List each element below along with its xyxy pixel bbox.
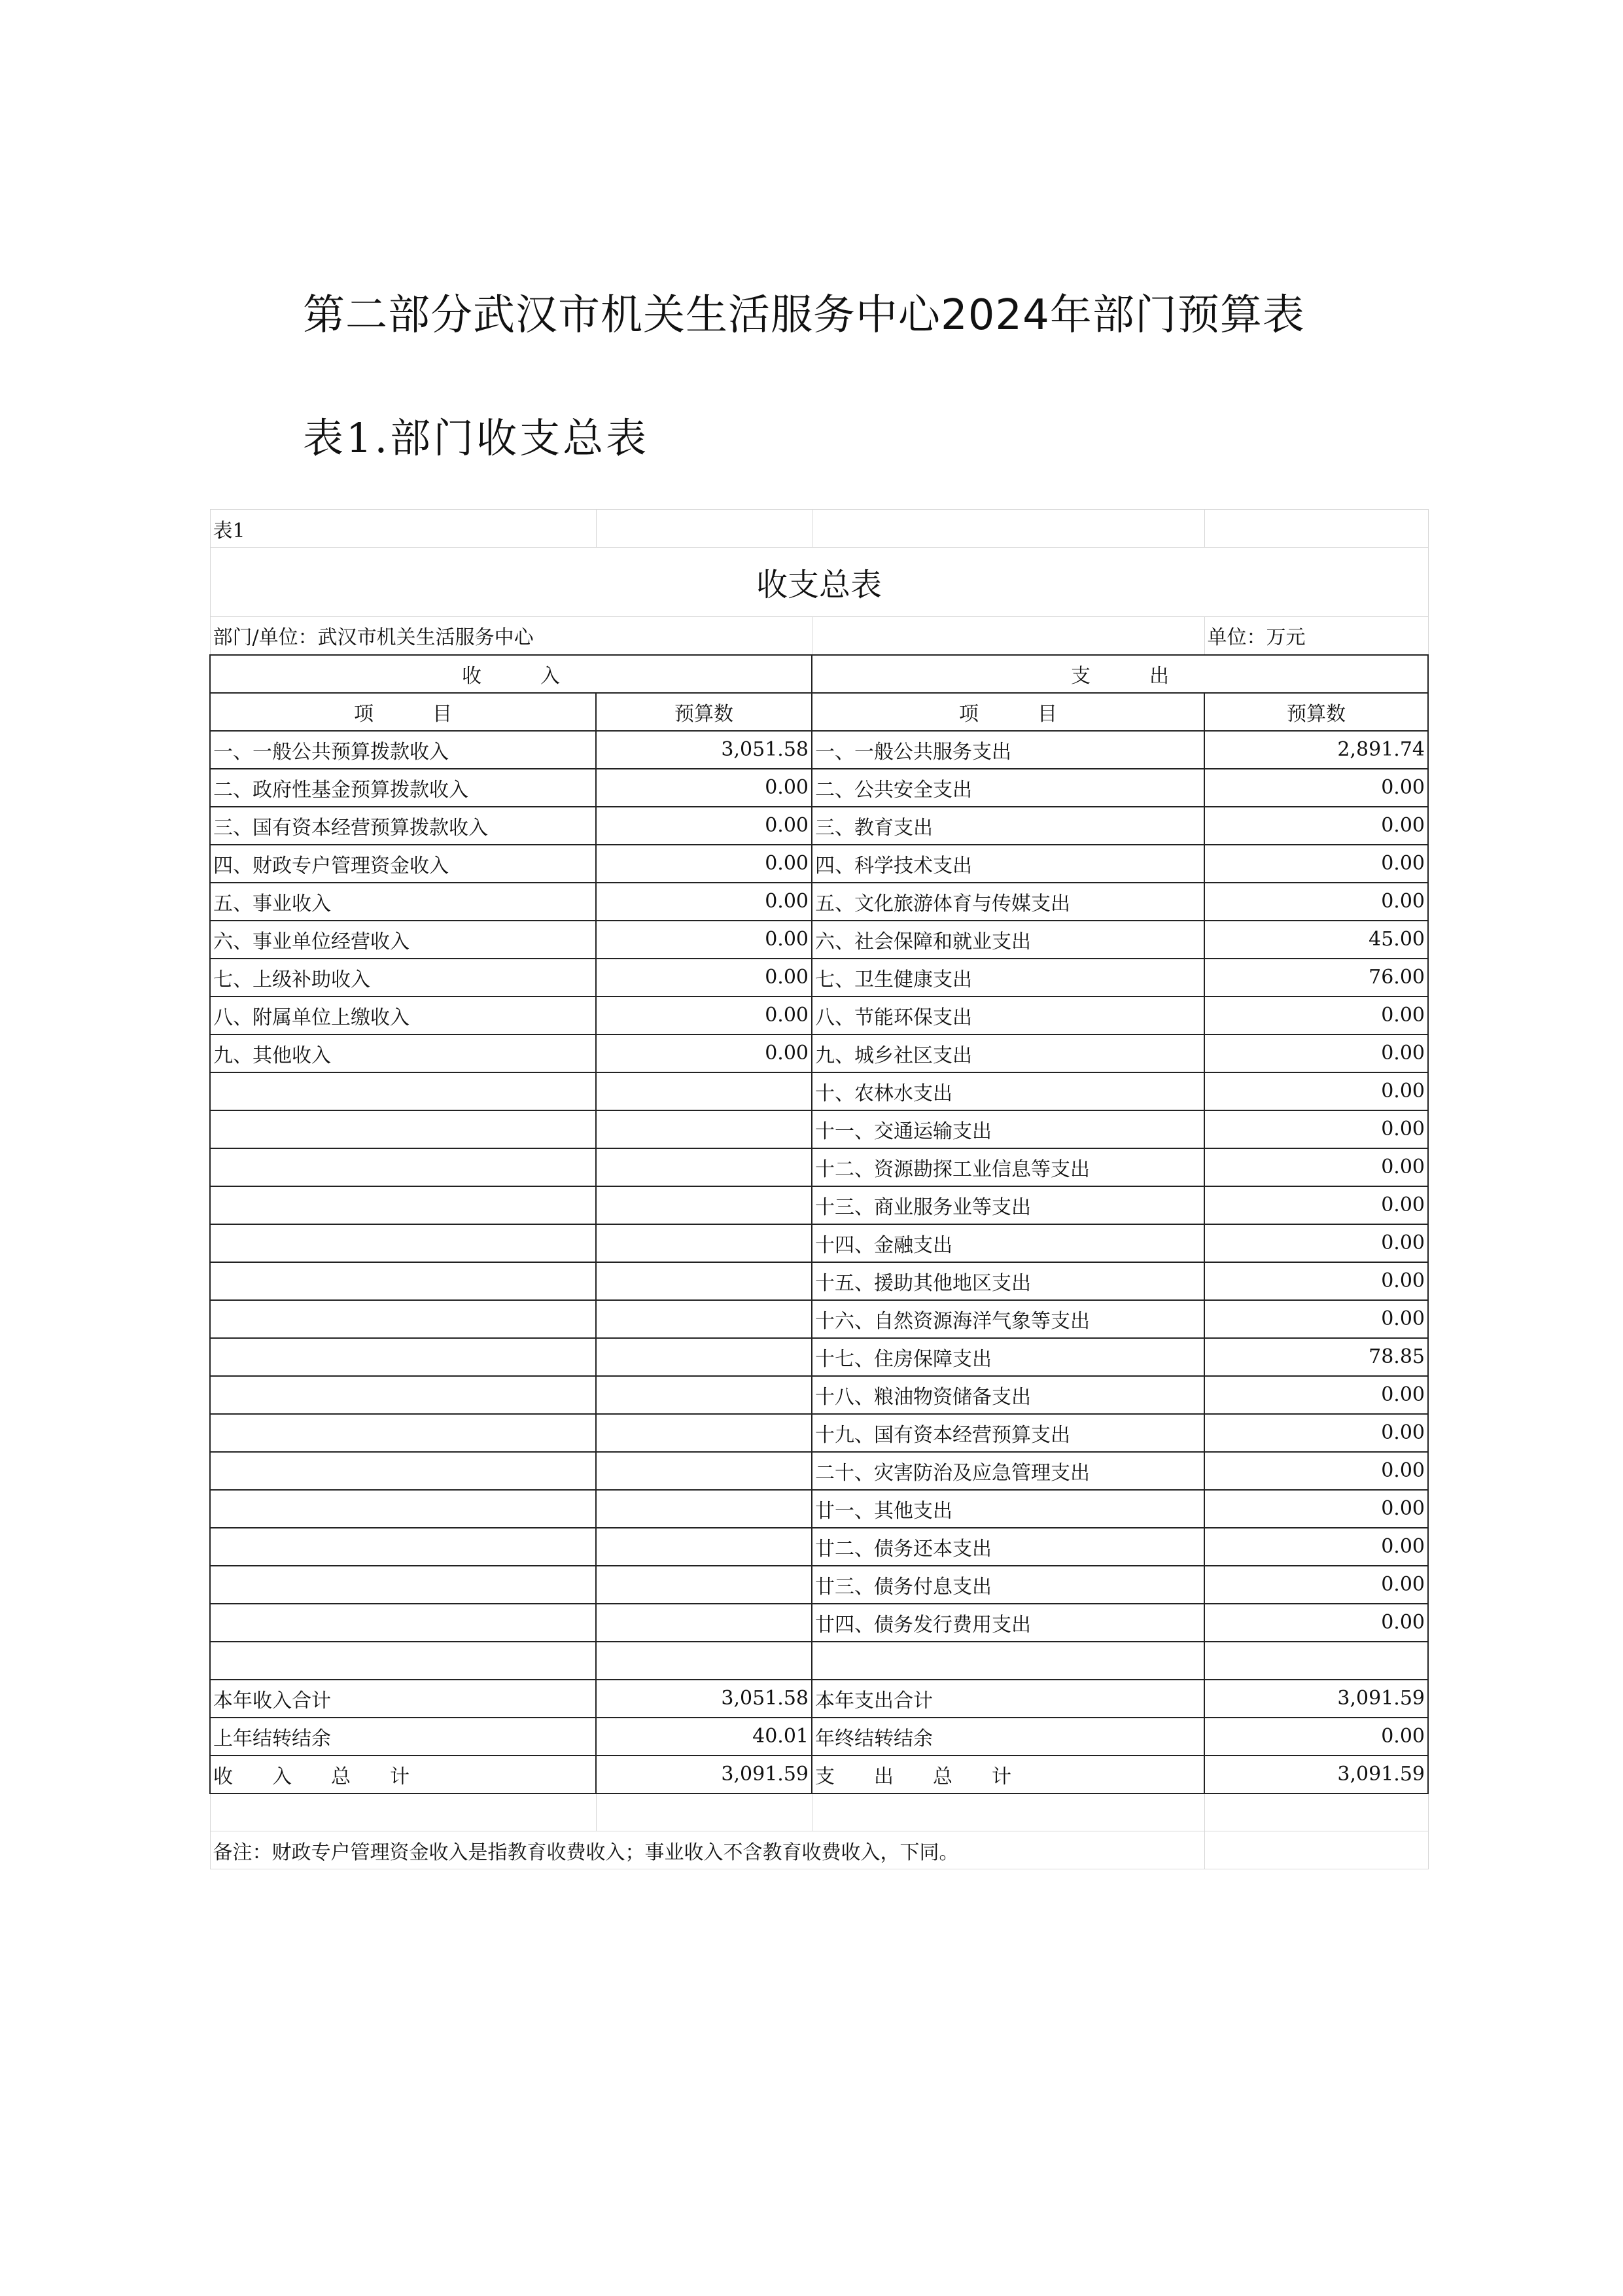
income-item-cell: 一、一般公共预算拨款收入: [210, 731, 596, 769]
expense-item-cell: [812, 1642, 1204, 1680]
table-row: [210, 1072, 1428, 1110]
expense-amount-cell: 0.00: [1204, 883, 1428, 921]
income-item-cell: [210, 1186, 596, 1224]
expense-amount-cell: 0.00: [1204, 1452, 1428, 1490]
table-row: [210, 1604, 1428, 1642]
table-row: [210, 1034, 1428, 1072]
expense-amount-cell: 45.00: [1204, 921, 1428, 959]
table-row: [210, 845, 1428, 883]
expense-amount-cell: 0.00: [1204, 1528, 1428, 1566]
expense-item-cell: 十七、住房保障支出: [812, 1338, 1204, 1376]
income-item-cell: 三、国有资本经营预算拨款收入: [210, 807, 596, 845]
sheet-label: 表1: [210, 510, 596, 548]
expense-item-header: 项 目: [812, 693, 1204, 731]
income-item-cell: [210, 1604, 596, 1642]
income-item-cell: 二、政府性基金预算拨款收入: [210, 769, 596, 807]
income-amount-cell: [596, 1452, 812, 1490]
expense-item-cell: 本年支出合计: [812, 1680, 1204, 1718]
table-row: [210, 1148, 1428, 1186]
table-row: [210, 807, 1428, 845]
expense-amount-cell: 0.00: [1204, 1262, 1428, 1300]
table-row: [210, 1186, 1428, 1224]
expense-item-cell: 年终结转结余: [812, 1718, 1204, 1756]
income-item-cell: 九、其他收入: [210, 1034, 596, 1072]
table-row: [210, 1756, 1428, 1793]
expense-item-cell: 十四、金融支出: [812, 1224, 1204, 1262]
expense-amount-cell: 0.00: [1204, 997, 1428, 1034]
expense-item-cell: 廿一、其他支出: [812, 1490, 1204, 1528]
table-row: [210, 1528, 1428, 1566]
income-amount-cell: [596, 1414, 812, 1452]
expense-item-cell: 九、城乡社区支出: [812, 1034, 1204, 1072]
sheet-title: 收支总表: [210, 548, 1428, 617]
expense-amount-cell: 0.00: [1204, 1110, 1428, 1148]
income-header: 收 入: [210, 655, 812, 693]
table-row: [210, 1718, 1428, 1756]
expense-header: 支 出: [812, 655, 1428, 693]
income-item-cell: [210, 1452, 596, 1490]
table-row: [210, 959, 1428, 997]
income-item-cell: [210, 1148, 596, 1186]
expense-item-cell: 廿三、债务付息支出: [812, 1566, 1204, 1604]
table-row: [210, 1566, 1428, 1604]
income-amount-cell: [596, 1148, 812, 1186]
income-item-cell: [210, 1528, 596, 1566]
expense-item-cell: 十二、资源勘探工业信息等支出: [812, 1148, 1204, 1186]
table-row: [210, 1414, 1428, 1452]
budget-table: [209, 509, 1429, 1869]
income-item-cell: [210, 1300, 596, 1338]
income-amount-cell: 0.00: [596, 997, 812, 1034]
income-item-header: 项 目: [210, 693, 596, 731]
expense-item-cell: 十九、国有资本经营预算支出: [812, 1414, 1204, 1452]
income-item-cell: 六、事业单位经营收入: [210, 921, 596, 959]
expense-item-cell: 五、文化旅游体育与传媒支出: [812, 883, 1204, 921]
unit-label: 单位：万元: [1204, 617, 1428, 655]
income-amount-cell: [596, 1072, 812, 1110]
table-row: [210, 1338, 1428, 1376]
income-amount-cell: [596, 1300, 812, 1338]
income-item-cell: [210, 1566, 596, 1604]
table-heading: 表1.部门收支总表: [303, 414, 650, 462]
income-item-cell: 四、财政专户管理资金收入: [210, 845, 596, 883]
expense-item-cell: 六、社会保障和就业支出: [812, 921, 1204, 959]
income-amount-cell: 0.00: [596, 807, 812, 845]
expense-amount-cell: 0.00: [1204, 1376, 1428, 1414]
income-item-cell: 五、事业收入: [210, 883, 596, 921]
expense-item-cell: 廿二、债务还本支出: [812, 1528, 1204, 1566]
sheet-label-row: [210, 510, 1428, 548]
income-amount-cell: [596, 1528, 812, 1566]
expense-amount-cell: 0.00: [1204, 1718, 1428, 1756]
table-row: [210, 1262, 1428, 1300]
expense-amount-header: 预算数: [1204, 693, 1428, 731]
income-item-cell: [210, 1110, 596, 1148]
expense-amount-cell: 2,891.74: [1204, 731, 1428, 769]
expense-amount-cell: 3,091.59: [1204, 1756, 1428, 1793]
income-amount-cell: 0.00: [596, 921, 812, 959]
income-amount-cell: [596, 1262, 812, 1300]
income-amount-cell: 3,091.59: [596, 1756, 812, 1793]
sheet-title-row: [210, 548, 1428, 617]
income-amount-cell: 40.01: [596, 1718, 812, 1756]
income-amount-cell: 0.00: [596, 883, 812, 921]
table-row: [210, 1490, 1428, 1528]
income-amount-cell: [596, 1604, 812, 1642]
income-item-cell: 七、上级补助收入: [210, 959, 596, 997]
expense-amount-cell: 0.00: [1204, 1300, 1428, 1338]
income-amount-cell: [596, 1376, 812, 1414]
table-row: [210, 1300, 1428, 1338]
expense-amount-cell: 78.85: [1204, 1338, 1428, 1376]
footnote: 备注：财政专户管理资金收入是指教育收费收入；事业收入不含教育收费收入，下同。: [210, 1831, 1204, 1869]
expense-item-cell: 四、科学技术支出: [812, 845, 1204, 883]
expense-item-cell: 十三、商业服务业等支出: [812, 1186, 1204, 1224]
expense-amount-cell: 0.00: [1204, 1034, 1428, 1072]
note-row: [210, 1831, 1428, 1869]
income-amount-cell: 0.00: [596, 1034, 812, 1072]
table-row: [210, 1680, 1428, 1718]
income-item-cell: [210, 1414, 596, 1452]
expense-item-cell: 廿四、债务发行费用支出: [812, 1604, 1204, 1642]
income-amount-cell: [596, 1186, 812, 1224]
income-amount-header: 预算数: [596, 693, 812, 731]
expense-amount-cell: 0.00: [1204, 1148, 1428, 1186]
expense-amount-cell: 0.00: [1204, 1604, 1428, 1642]
income-item-cell: 上年结转结余: [210, 1718, 596, 1756]
income-amount-cell: 3,051.58: [596, 1680, 812, 1718]
expense-amount-cell: 0.00: [1204, 845, 1428, 883]
expense-amount-cell: 0.00: [1204, 1490, 1428, 1528]
income-item-cell: [210, 1224, 596, 1262]
table-row: [210, 731, 1428, 769]
table-row: [210, 1642, 1428, 1680]
expense-amount-cell: [1204, 1642, 1428, 1680]
income-item-cell: [210, 1376, 596, 1414]
table-row: [210, 1376, 1428, 1414]
expense-item-cell: 支 出 总 计: [812, 1756, 1204, 1793]
expense-item-cell: 十六、自然资源海洋气象等支出: [812, 1300, 1204, 1338]
expense-item-cell: 十八、粮油物资储备支出: [812, 1376, 1204, 1414]
column-header-row: [210, 693, 1428, 731]
expense-amount-cell: 0.00: [1204, 1414, 1428, 1452]
table-row: [210, 997, 1428, 1034]
income-amount-cell: [596, 1224, 812, 1262]
income-item-cell: 八、附属单位上缴收入: [210, 997, 596, 1034]
expense-amount-cell: 0.00: [1204, 1224, 1428, 1262]
income-amount-cell: [596, 1642, 812, 1680]
expense-amount-cell: 0.00: [1204, 1186, 1428, 1224]
income-amount-cell: [596, 1110, 812, 1148]
expense-item-cell: 二十、灾害防治及应急管理支出: [812, 1452, 1204, 1490]
expense-item-cell: 十一、交通运输支出: [812, 1110, 1204, 1148]
dept-label: 部门/单位：武汉市机关生活服务中心: [210, 617, 812, 655]
income-item-cell: [210, 1262, 596, 1300]
income-item-cell: [210, 1338, 596, 1376]
income-amount-cell: 0.00: [596, 845, 812, 883]
income-amount-cell: [596, 1338, 812, 1376]
income-amount-cell: [596, 1490, 812, 1528]
table-row: [210, 1224, 1428, 1262]
spacer-row: [210, 1793, 1428, 1831]
expense-amount-cell: 0.00: [1204, 807, 1428, 845]
expense-amount-cell: 0.00: [1204, 1072, 1428, 1110]
table-row: [210, 1452, 1428, 1490]
income-amount-cell: 0.00: [596, 959, 812, 997]
income-item-cell: [210, 1490, 596, 1528]
expense-amount-cell: 3,091.59: [1204, 1680, 1428, 1718]
table-row: [210, 883, 1428, 921]
income-item-cell: 收 入 总 计: [210, 1756, 596, 1793]
income-amount-cell: [596, 1566, 812, 1604]
dept-row: [210, 617, 1428, 655]
expense-item-cell: 十、农林水支出: [812, 1072, 1204, 1110]
expense-amount-cell: 0.00: [1204, 1566, 1428, 1604]
expense-item-cell: 七、卫生健康支出: [812, 959, 1204, 997]
expense-amount-cell: 76.00: [1204, 959, 1428, 997]
income-item-cell: [210, 1072, 596, 1110]
income-amount-cell: 0.00: [596, 769, 812, 807]
table-row: [210, 1110, 1428, 1148]
expense-item-cell: 二、公共安全支出: [812, 769, 1204, 807]
expense-item-cell: 一、一般公共服务支出: [812, 731, 1204, 769]
expense-item-cell: 三、教育支出: [812, 807, 1204, 845]
expense-item-cell: 八、节能环保支出: [812, 997, 1204, 1034]
income-item-cell: [210, 1642, 596, 1680]
table-row: [210, 769, 1428, 807]
table-row: [210, 921, 1428, 959]
section-header-row: [210, 655, 1428, 693]
expense-item-cell: 十五、援助其他地区支出: [812, 1262, 1204, 1300]
expense-amount-cell: 0.00: [1204, 769, 1428, 807]
page-title: 第二部分武汉市机关生活服务中心2024年部门预算表: [303, 291, 1305, 340]
income-item-cell: 本年收入合计: [210, 1680, 596, 1718]
income-amount-cell: 3,051.58: [596, 731, 812, 769]
